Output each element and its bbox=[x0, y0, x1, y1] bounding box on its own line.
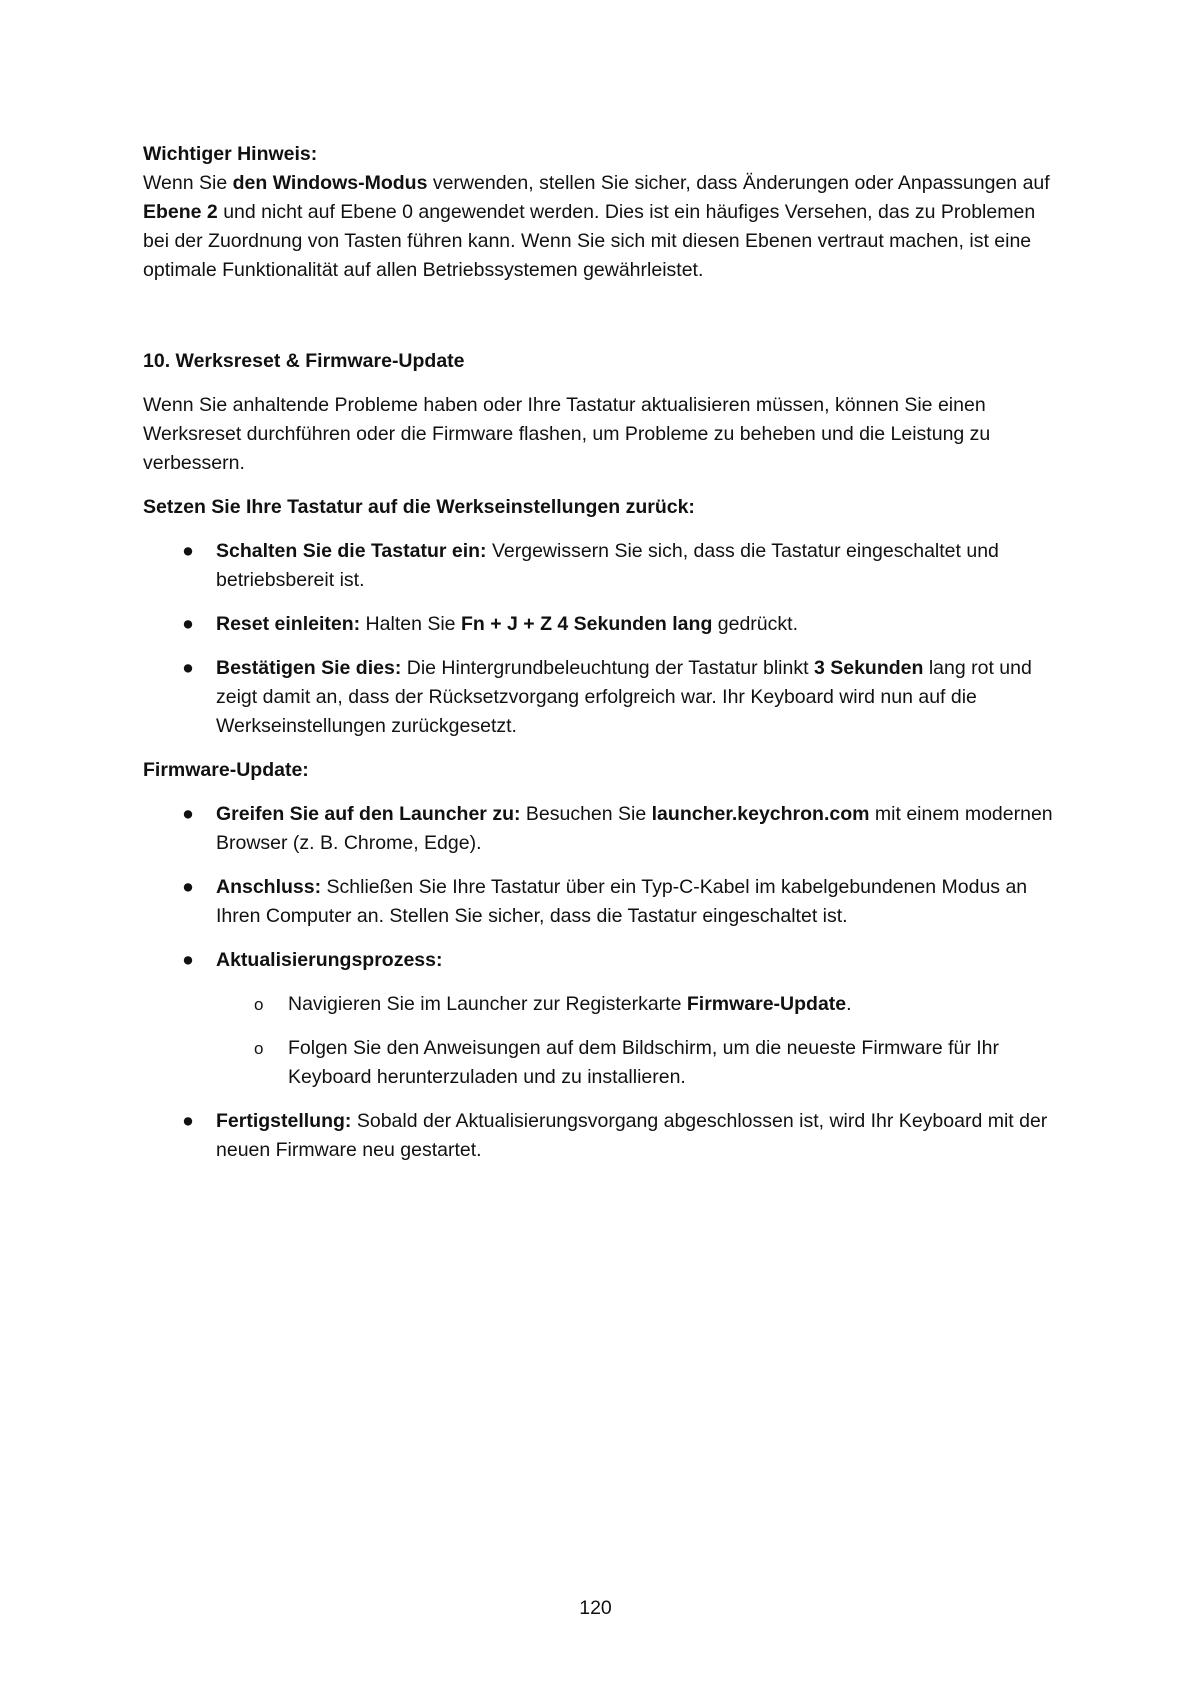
circle-bullet-icon: o bbox=[254, 1039, 264, 1058]
bullet-icon: ● bbox=[182, 803, 194, 825]
update-substeps-list bbox=[216, 990, 1063, 1092]
bullet-icon: ● bbox=[182, 613, 194, 635]
important-note: Wichtiger Hinweis: Wenn Sie den Windows-Modus verwenden, stellen Sie sicher, dass Änderungen oder Anpassungen auf Ebene 2 und nicht auf Ebene 0 angewendet werden. Dies ist ein häufiges Versehen, das zu Problemen bei der Zuordnung von Tasten führen kann. Wenn Sie sich mit diesen Ebenen vertraut machen, ist eine optimale Funktionalität auf allen Betriebssystemen gewährleistet. bbox=[143, 143, 1050, 281]
circle-bullet-icon: o bbox=[254, 995, 264, 1014]
bullet-icon: ● bbox=[182, 876, 194, 898]
bullet-icon: ● bbox=[182, 949, 194, 971]
list-item: ● Anschluss: Schließen Sie Ihre Tastatur über ein Typ-C-Kabel im kabelgebundenen Modus an Ihren Computer an. Stellen Sie sicher, dass die Tastatur eingeschaltet ist. bbox=[143, 873, 1063, 931]
bullet-icon: ● bbox=[182, 1110, 194, 1132]
bullet-icon: ● bbox=[182, 540, 194, 562]
firmware-heading: Firmware-Update: bbox=[143, 759, 309, 781]
list-item: ● Bestätigen Sie dies: Die Hintergrundbeleuchtung der Tastatur blinkt 3 Sekunden lang rot und zeigt damit an, dass der Rücksetzvorgang erfolgreich war. Ihr Keyboard wird nun auf die Werkseinstellungen zurückgesetzt. bbox=[143, 654, 1063, 741]
firmware-steps-list bbox=[143, 800, 1063, 1165]
document-page bbox=[143, 140, 1063, 1180]
note-heading: Wichtiger Hinweis: bbox=[143, 143, 318, 165]
sub-list-item: o Folgen Sie den Anweisungen auf dem Bildschirm, um die neueste Firmware für Ihr Keyboard herunterzuladen und zu installieren. bbox=[216, 1034, 1063, 1092]
page-number: 120 bbox=[579, 1597, 612, 1619]
launcher-url: launcher.keychron.com bbox=[651, 803, 870, 825]
list-item: ● Reset einleiten: Halten Sie Fn + J + Z 4 Sekunden lang gedrückt. bbox=[143, 610, 1063, 639]
list-item: ● Fertigstellung: Sobald der Aktualisierungsvorgang abgeschlossen ist, wird Ihr Keyboard mit der neuen Firmware neu gestartet. bbox=[143, 1107, 1063, 1165]
section-title: 10. Werksreset & Firmware-Update bbox=[143, 350, 465, 372]
reset-heading: Setzen Sie Ihre Tastatur auf die Werkseinstellungen zurück: bbox=[143, 496, 695, 518]
sub-list-item: o Navigieren Sie im Launcher zur Registerkarte Firmware-Update. bbox=[216, 990, 1063, 1019]
section-intro: Wenn Sie anhaltende Probleme haben oder Ihre Tastatur aktualisieren müssen, können Sie einen Werksreset durchführen oder die Firmware flashen, um Probleme zu beheben und die Leistung zu verbessern. bbox=[143, 394, 991, 474]
list-item: ● Aktualisierungsprozess: o Navigieren Sie im Launcher zur Registerkarte Firmware-Update. o Folgen Sie den Anweisungen auf dem Bildschirm, um die neueste Firmware für Ihr Keyboard herunterzuladen und zu installieren. bbox=[143, 946, 1063, 1092]
list-item: ● Schalten Sie die Tastatur ein: Vergewissern Sie sich, dass die Tastatur eingeschaltet und betriebsbereit ist. bbox=[143, 537, 1063, 595]
list-item: ● Greifen Sie auf den Launcher zu: Besuchen Sie launcher.keychron.com mit einem modernen Browser (z. B. Chrome, Edge). bbox=[143, 800, 1063, 858]
reset-steps-list bbox=[143, 537, 1063, 741]
bullet-icon: ● bbox=[182, 657, 194, 679]
